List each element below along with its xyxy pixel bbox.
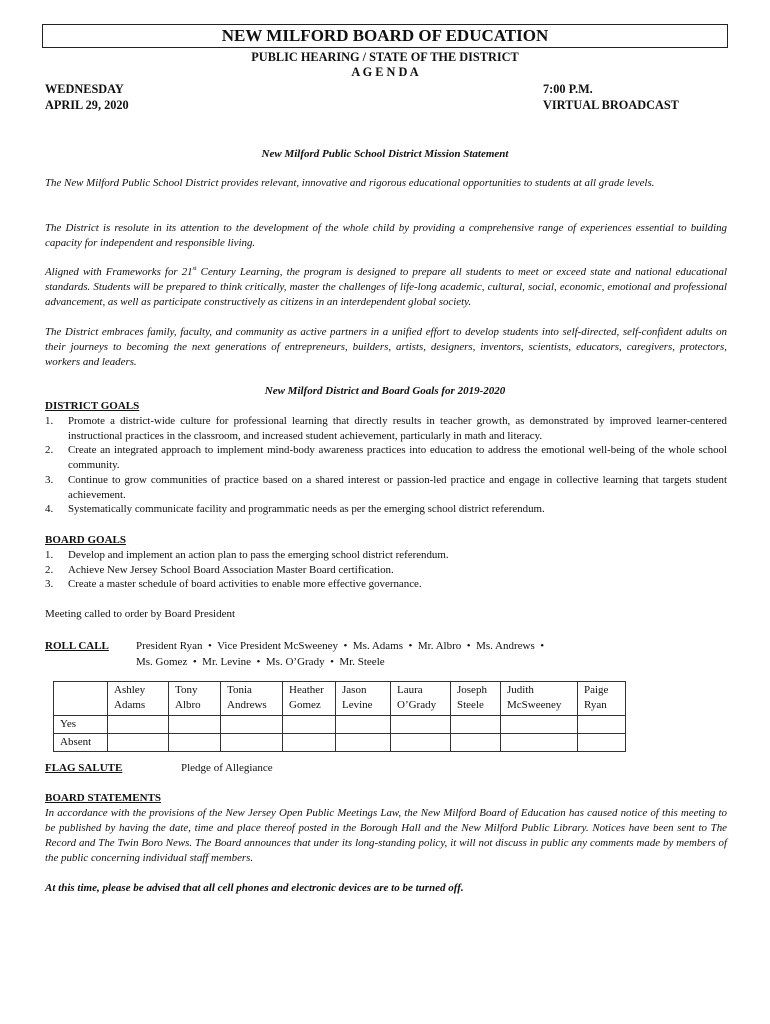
meeting-date: APRIL 29, 2020 [45, 98, 129, 112]
meeting-time: 7:00 P.M. [543, 82, 593, 96]
roll-call-yes-cell [578, 716, 626, 734]
list-item-text: Promote a district-wide culture for professional learning that directly results in teacher growth, as demonstrated by improved learner-centered instructional practices in the classroom, and increased student achievement, particularly in math and literacy. [68, 415, 727, 442]
list-item-number: 2. [45, 444, 54, 457]
list-item [45, 414, 727, 443]
member-first-name: Ashley [114, 684, 146, 696]
list-item-text: Achieve New Jersey School Board Association Master Board certification. [68, 563, 394, 576]
member-last-name: Levine [342, 699, 373, 711]
roll-call-yes-cell [108, 716, 169, 734]
meeting-type: PUBLIC HEARING / STATE OF THE DISTRICT [251, 50, 519, 64]
roll-call-absent-cell [391, 734, 451, 752]
list-item [45, 548, 727, 563]
roll-call-absent-cell [283, 734, 336, 752]
list-item-number: 3. [45, 473, 54, 486]
document-title: NEW MILFORD BOARD OF EDUCATION [42, 24, 728, 48]
list-item [45, 473, 727, 502]
member-last-name: McSweeney [507, 699, 562, 711]
roll-call-table [53, 681, 626, 752]
list-item-number: 3. [45, 578, 54, 591]
roll-call-line-2: Ms. Gomez • Mr. Levine • Ms. O’Grady • Mr. Steele [136, 656, 385, 668]
roll-call-absent-cell [336, 734, 391, 752]
goals-heading: New Milford District and Board Goals for 2019-2020 [264, 385, 506, 397]
roll-call-member-header [108, 682, 169, 716]
meeting-location: VIRTUAL BROADCAST [543, 98, 679, 112]
roll-call-yes-cell [221, 716, 283, 734]
member-first-name: Joseph [457, 684, 487, 696]
member-last-name: Albro [175, 699, 201, 711]
board-statements-title: BOARD STATEMENTS [45, 792, 162, 804]
list-item [45, 563, 727, 578]
member-first-name: Heather [289, 684, 324, 696]
roll-call-absent-cell [578, 734, 626, 752]
member-first-name: Tony [175, 684, 198, 696]
meeting-day: WEDNESDAY [45, 82, 124, 96]
roll-call-absent-cell [169, 734, 221, 752]
list-item-text: Create an integrated approach to implement mind-body awareness practices into education to address the emotional well-being of the whole school community. [68, 444, 727, 472]
list-item-text: Create a master schedule of board activities to enable more effective governance. [68, 578, 422, 591]
member-first-name: Paige [584, 684, 609, 696]
roll-call-yes-cell [336, 716, 391, 734]
list-item-text: Develop and implement an action plan to pass the emerging school district referendum. [68, 549, 449, 561]
agenda-heading: A G E N D A [351, 65, 419, 79]
roll-call-member-header [336, 682, 391, 716]
roll-call-member-header [578, 682, 626, 716]
roll-call-absent-cell [108, 734, 169, 752]
member-last-name: Gomez [289, 699, 321, 711]
list-item-number: 1. [45, 549, 54, 561]
roll-call-absent-row [54, 734, 626, 752]
roll-call-yes-cell [391, 716, 451, 734]
member-last-name: Adams [114, 699, 146, 711]
list-item-number: 4. [45, 503, 54, 516]
roll-call-yes-row [54, 716, 626, 734]
roll-call-member-header [221, 682, 283, 716]
roll-call-absent-label: Absent [54, 734, 108, 752]
mission-heading: New Milford Public School District Mission Statement [261, 148, 509, 160]
roll-call-corner-cell [54, 682, 108, 716]
roll-call-yes-cell [451, 716, 501, 734]
roll-call-yes-cell [283, 716, 336, 734]
member-first-name: Jason [342, 684, 367, 696]
member-first-name: Judith [507, 684, 534, 696]
flag-salute-label: FLAG SALUTE [45, 762, 123, 774]
list-item [45, 443, 727, 472]
roll-call-member-header [283, 682, 336, 716]
roll-call-member-header [391, 682, 451, 716]
flag-salute-text: Pledge of Allegiance [181, 762, 273, 774]
mission-paragraph-3: Aligned with Frameworks for 21st Century Learning, the program is designed to prepare all students to meet or exceed state and national educational standards. Students will be prepared to think critically, master the challenges of life-long academic, cultural, social, economic, emotional and professional advancement, as well as participate constructively as citizens in an interdependent global society. [45, 266, 727, 308]
list-item [45, 502, 727, 517]
member-last-name: Ryan [584, 699, 607, 711]
mission-paragraph-1: The New Milford Public School District provides relevant, innovative and rigorous educational opportunities to students at all grade levels. [45, 177, 655, 189]
devices-notice: At this time, please be advised that all cell phones and electronic devices are to be turned off. [45, 882, 464, 894]
roll-call-header-row [54, 682, 626, 716]
roll-call-member-header [501, 682, 578, 716]
member-last-name: O’Grady [397, 699, 437, 711]
list-item-text: Systematically communicate facility and programmatic needs as per the emerging school district referendum. [68, 503, 545, 516]
mission-paragraph-4: The District embraces family, faculty, and community as active partners in a unified effort to develop students into self-directed, self-confident adults on their journeys to becoming the next generations of entrepreneurs, builders, artists, designers, inventors, scientists, educators, caregivers, protectors, workers and leaders. [45, 326, 727, 368]
roll-call-absent-cell [501, 734, 578, 752]
list-item-number: 2. [45, 563, 54, 576]
call-to-order: Meeting called to order by Board President [45, 608, 236, 620]
member-first-name: Tonia [227, 684, 252, 696]
roll-call-line-1: President Ryan • Vice President McSweeney • Ms. Adams • Mr. Albro • Ms. Andrews • [136, 640, 545, 652]
district-goals-list [45, 414, 727, 517]
roll-call-yes-cell [169, 716, 221, 734]
roll-call-member-header [451, 682, 501, 716]
member-last-name: Andrews [227, 699, 267, 711]
member-first-name: Laura [397, 684, 423, 696]
roll-call-absent-cell [221, 734, 283, 752]
district-goals-title: DISTRICT GOALS [45, 400, 140, 412]
list-item-number: 1. [45, 415, 54, 427]
member-last-name: Steele [457, 699, 484, 711]
roll-call-absent-cell [451, 734, 501, 752]
board-goals-list [45, 548, 727, 592]
roll-call-label: ROLL CALL [45, 640, 109, 652]
roll-call-member-header [169, 682, 221, 716]
roll-call-yes-cell [501, 716, 578, 734]
list-item [45, 577, 727, 592]
roll-call-yes-label: Yes [54, 716, 108, 734]
list-item-text: Continue to grow communities of practice based on a shared interest or passion-led practice and engage in collective learning that targets student achievement. [68, 473, 727, 501]
board-statements-text: In accordance with the provisions of the New Jersey Open Public Meetings Law, the New Milford Board of Education has caused notice of this meeting to be published by having the date, time and place thereof posted in the Borough Hall and the New Milford Public Library. Notices have been sent to The Record and The Twin Boro News. The Board announces that under its long-standing policy, it will not discuss in public any comments made by members of the public concerning individual staff members. [45, 807, 727, 864]
mission-paragraph-2: The District is resolute in its attention to the development of the whole child by providing a comprehensive range of experiences essential to building capacity for independent and responsible living. [45, 222, 727, 249]
board-goals-title: BOARD GOALS [45, 534, 126, 546]
